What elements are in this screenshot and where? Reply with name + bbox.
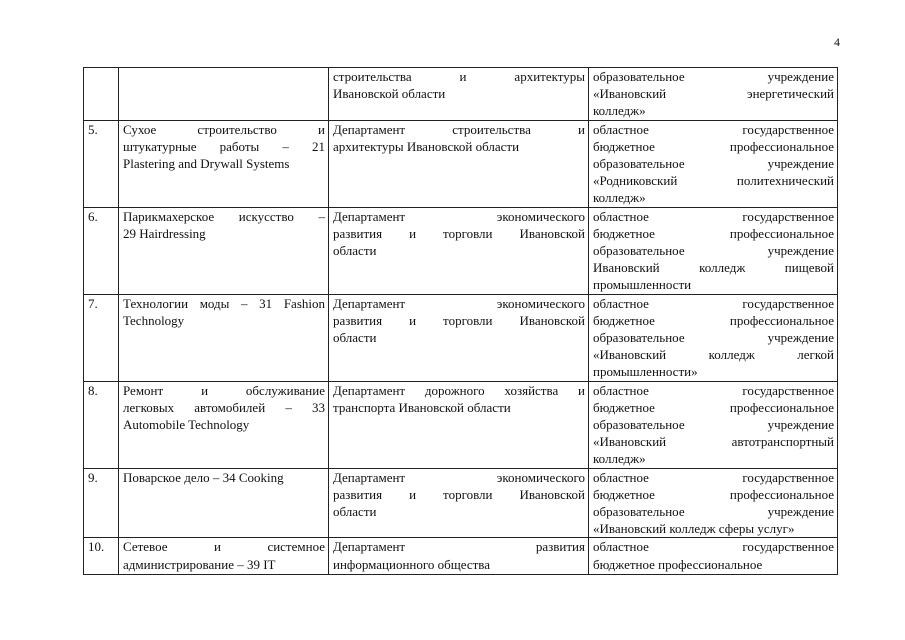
department-cell-line: Департамент дорожного хозяйства и — [333, 382, 585, 398]
competency-cell-line: Сетевое и системное — [123, 539, 325, 555]
competency-cell-line: Technology — [123, 312, 185, 328]
row-number-cell: 10. — [84, 538, 119, 575]
department-cell-line: транспорта Ивановской области — [333, 399, 511, 415]
department-cell-line: области — [333, 504, 377, 520]
institution-cell-line: колледж» — [593, 103, 646, 119]
row-number-cell — [84, 68, 119, 121]
row-number-cell: 6. — [84, 207, 119, 294]
department-cell-line: Департамент развития — [333, 539, 585, 555]
table-row — [84, 468, 838, 538]
institution-cell-line: образовательное учреждение — [593, 69, 834, 84]
institution-cell-line: Ивановский колледж пищевой — [593, 260, 834, 276]
institution-cell-line: образовательное учреждение — [593, 156, 834, 172]
competency-cell-line: администрирование – 39 IT — [123, 556, 276, 572]
competency-cell-line: Поварское дело – 34 Cooking — [123, 469, 284, 485]
organizations-table — [83, 67, 838, 575]
table-row — [84, 294, 838, 381]
competency-cell-line: Ремонт и обслуживание — [123, 382, 325, 398]
row-number-cell: 9. — [84, 468, 119, 538]
institution-cell-line: областное государственное — [593, 295, 834, 311]
department-cell-line: области — [333, 243, 377, 259]
institution-cell-line: образовательное учреждение — [593, 330, 834, 346]
department-cell-line: развития и торговли Ивановской — [333, 312, 585, 328]
competency-cell-line: легковых автомобилей – 33 — [123, 399, 325, 415]
institution-cell-line: колледж» — [593, 451, 646, 467]
institution-cell — [589, 207, 838, 294]
table-row — [84, 68, 838, 121]
competency-cell-line: Технологии моды – 31 Fashion — [123, 295, 325, 311]
competency-cell — [119, 207, 329, 294]
department-cell-line: развития и торговли Ивановской — [333, 225, 585, 241]
competency-cell-line: Парикмахерское искусство – — [123, 208, 325, 224]
department-cell-line: информационного общества — [333, 556, 491, 572]
competency-cell-line: Plastering and Drywall Systems — [123, 156, 290, 172]
competency-cell — [119, 468, 329, 538]
institution-cell — [589, 294, 838, 381]
institution-cell-line: «Ивановский энергетический — [593, 86, 834, 102]
department-cell-line: Ивановской области — [333, 86, 446, 102]
institution-cell-line: бюджетное профессиональное — [593, 556, 763, 572]
row-number-cell: 5. — [84, 120, 119, 207]
competency-cell — [119, 294, 329, 381]
department-cell — [329, 120, 589, 207]
competency-cell — [119, 68, 329, 121]
institution-cell-line: областное государственное — [593, 121, 834, 137]
institution-cell-line: областное государственное — [593, 539, 834, 555]
department-cell — [329, 207, 589, 294]
competency-cell — [119, 538, 329, 575]
competency-cell-line: Сухое строительство и — [123, 121, 325, 137]
department-cell-line: Департамент экономического — [333, 469, 585, 485]
department-cell-line: Департамент строительства и — [333, 121, 585, 137]
institution-cell-line: образовательное учреждение — [593, 417, 834, 433]
row-number-cell: 8. — [84, 381, 119, 468]
institution-cell — [589, 538, 838, 575]
institution-cell-line: колледж» — [593, 190, 646, 206]
competency-cell-line: Automobile Technology — [123, 417, 250, 433]
institution-cell-line: образовательное учреждение — [593, 504, 834, 520]
institution-cell-line: «Ивановский автотранспортный — [593, 434, 834, 450]
department-cell — [329, 468, 589, 538]
institution-cell-line: бюджетное профессиональное — [593, 312, 834, 328]
institution-cell-line: «Ивановский колледж сферы услуг» — [593, 521, 795, 537]
competency-cell — [119, 381, 329, 468]
table-row — [84, 207, 838, 294]
institution-cell-line: бюджетное профессиональное — [593, 225, 834, 241]
competency-cell-line: 29 Hairdressing — [123, 225, 206, 241]
table-row — [84, 538, 838, 575]
institution-cell-line: «Родниковский политехнический — [593, 173, 834, 189]
competency-cell-line: штукатурные работы – 21 — [123, 138, 325, 154]
institution-cell-line: бюджетное профессиональное — [593, 138, 834, 154]
institution-cell — [589, 68, 838, 121]
department-cell-line: архитектуры Ивановской области — [333, 138, 520, 154]
institution-cell — [589, 120, 838, 207]
page-number: 4 — [834, 35, 840, 49]
institution-cell — [589, 381, 838, 468]
institution-cell-line: бюджетное профессиональное — [593, 399, 834, 415]
institution-cell-line: областное государственное — [593, 382, 834, 398]
institution-cell-line: областное государственное — [593, 208, 834, 224]
table-body — [84, 68, 838, 575]
institution-cell-line: промышленности — [593, 277, 692, 293]
institution-cell-line: бюджетное профессиональное — [593, 486, 834, 502]
department-cell-line: развития и торговли Ивановской — [333, 486, 585, 502]
department-cell — [329, 381, 589, 468]
row-number-cell: 7. — [84, 294, 119, 381]
institution-cell-line: «Ивановский колледж легкой — [593, 347, 834, 363]
department-cell-line: строительства и архитектуры — [333, 69, 585, 84]
table-row — [84, 381, 838, 468]
department-cell — [329, 68, 589, 121]
department-cell-line: Департамент экономического — [333, 208, 585, 224]
institution-cell-line: областное государственное — [593, 469, 834, 485]
department-cell — [329, 538, 589, 575]
table-row — [84, 120, 838, 207]
department-cell — [329, 294, 589, 381]
competency-cell — [119, 120, 329, 207]
institution-cell-line: образовательное учреждение — [593, 243, 834, 259]
department-cell-line: Департамент экономического — [333, 295, 585, 311]
institution-cell-line: промышленности» — [593, 364, 698, 380]
institution-cell — [589, 468, 838, 538]
department-cell-line: области — [333, 330, 377, 346]
